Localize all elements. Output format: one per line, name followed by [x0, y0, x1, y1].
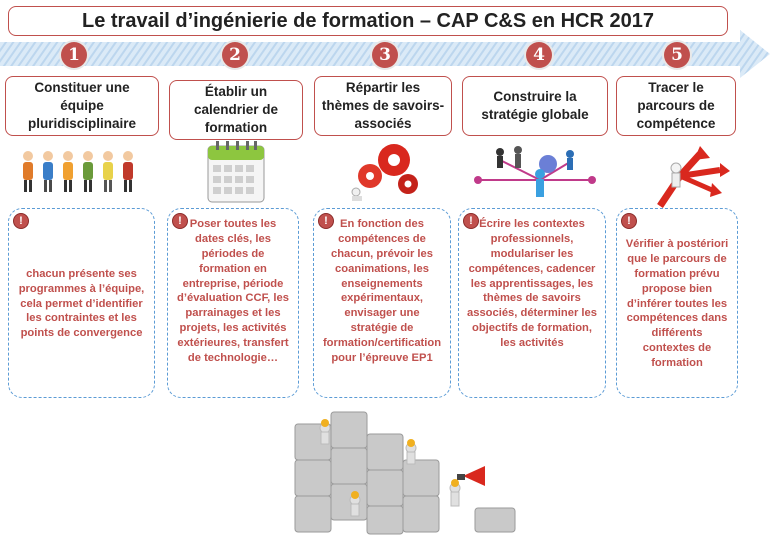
- step-description-5: [616, 208, 738, 398]
- step-number-5: 5: [664, 42, 690, 68]
- step-description-3: [313, 208, 451, 398]
- network-people-icon: [470, 140, 600, 202]
- step-number-2: 2: [222, 42, 248, 68]
- warning-icon: !: [463, 213, 479, 229]
- arrows-path-icon: [650, 146, 730, 212]
- step-description-4: [458, 208, 606, 398]
- page-title: Le travail d’ingénierie de formation – CAP C&S en HCR 2017: [8, 6, 728, 36]
- puzzle-team-icon: [285, 404, 525, 536]
- step-description-text-5: Vérifier à postériori que le parcours de formation prévu propose bien d’inférer toutes les compétences dans différents contextes de formation: [625, 237, 729, 370]
- warning-icon: !: [621, 213, 637, 229]
- step-description-1: [8, 208, 155, 398]
- step-number-3: 3: [372, 42, 398, 68]
- step-description-text-2: Poser toutes les dates clés, les périodes de formation en entreprise, période d’évaluation CCF, les parrainages et les projets, les activités extérieures, transfert de technologie…: [177, 218, 289, 365]
- step-title-2: Établir un calendrier de formation: [169, 80, 303, 140]
- step-title-1: Constituer une équipe pluridisciplinaire: [5, 76, 159, 136]
- step-title-4: Construire la stratégie globale: [462, 76, 608, 136]
- step-title-5: Tracer le parcours de compétence: [616, 76, 736, 136]
- calendar-icon: [204, 138, 268, 206]
- warning-icon: !: [172, 213, 188, 229]
- gears-icon: [342, 140, 430, 202]
- warning-icon: !: [318, 213, 334, 229]
- step-description-text-3: En fonction des compétences de chacun, prévoir les coanimations, les enseignements expérimentaux, envisager une stratégie de formation/certification pour l’épreuve EP1: [322, 218, 442, 365]
- step-description-text-4: Écrire les contextes professionnels, modulariser les compétences, cadencer les apprentissages, les thèmes de savoirs associés, déterminer les objectifs de formation, les activités: [467, 218, 597, 350]
- step-description-text-1: chacun présente ses programmes à l’équipe, cela permet d’identifier les contraintes et les points de convergence: [18, 267, 145, 340]
- step-description-2: [167, 208, 299, 398]
- warning-icon: !: [13, 213, 29, 229]
- step-title-3: Répartir les thèmes de savoirs-associés: [314, 76, 452, 136]
- team-people-icon: [18, 140, 140, 202]
- step-number-1: 1: [61, 42, 87, 68]
- step-number-4: 4: [526, 42, 552, 68]
